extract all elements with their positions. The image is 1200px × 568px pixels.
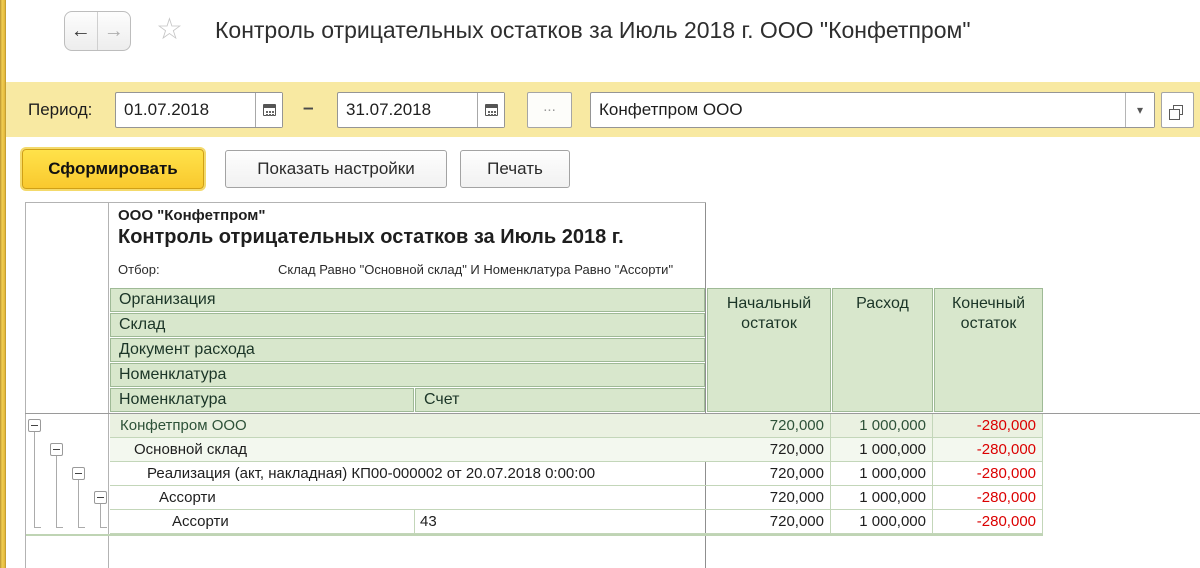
table-row[interactable] (110, 438, 1043, 462)
row-name-cell: Ассорти (159, 489, 216, 506)
row-name-cell: Реализация (акт, накладная) КП00-000002 от 20.07.2018 0:00:00 (147, 465, 596, 482)
organization-input[interactable] (591, 93, 1125, 127)
forward-button[interactable] (98, 12, 131, 50)
table-bottom-line (26, 534, 1043, 536)
period-to-calendar-button[interactable] (477, 93, 504, 127)
period-from-field (115, 92, 283, 128)
tree-line (34, 432, 35, 528)
back-button[interactable] (65, 12, 98, 50)
tree-collapse-level3[interactable] (72, 467, 85, 480)
print-button[interactable]: Печать (460, 150, 570, 188)
chevron-down-icon: ▾ (1136, 103, 1144, 117)
tree-line (78, 480, 79, 528)
period-from-calendar-button[interactable] (255, 93, 282, 127)
window-title: Контроль отрицательных остатков за Июль 2018 г. ООО "Конфетпром" (215, 17, 971, 43)
tree-line (100, 504, 101, 528)
nav-button-group (64, 11, 131, 51)
favorite-star-icon[interactable]: ☆ (156, 13, 183, 46)
column-header-end-balance: Конечный остаток (934, 288, 1043, 412)
row-end-cell: -280,000 (932, 414, 1043, 437)
group-header-organization: Организация (110, 288, 705, 312)
back-arrow-icon: ← (70, 19, 91, 42)
row-nomenclature: Ассорти (172, 513, 229, 530)
row-start-cell: 720,000 (769, 489, 824, 506)
tree-elbow (100, 527, 107, 528)
period-dash: – (303, 98, 314, 119)
group-header-document: Документ расхода (110, 338, 705, 362)
tree-column-border (108, 202, 109, 568)
open-windows-icon (1173, 105, 1183, 115)
report-top-border (25, 202, 706, 203)
row-start-cell: 720,000 (769, 417, 824, 434)
table-row[interactable] (110, 462, 1043, 486)
row-name-cell: Конфетпром ООО (120, 417, 247, 434)
period-from-input[interactable] (116, 93, 255, 127)
filter-label: Отбор: (118, 262, 160, 277)
organization-open-button[interactable] (1161, 92, 1194, 128)
group-header-nomenclature: Номенклатура (110, 363, 705, 387)
calendar-icon (485, 104, 498, 116)
row-expense-cell: 1 000,000 (830, 462, 932, 485)
show-settings-button[interactable]: Показать настройки (225, 150, 447, 188)
tree-collapse-level2[interactable] (50, 443, 63, 456)
row-name-cell (110, 510, 705, 533)
tree-collapse-level4[interactable] (94, 491, 107, 504)
row-account: 43 (420, 513, 437, 530)
organization-dropdown-button[interactable] (1125, 93, 1154, 127)
row-expense-cell: 1 000,000 (830, 510, 932, 533)
forward-arrow-icon: → (103, 19, 124, 42)
period-to-field (337, 92, 505, 128)
period-to-input[interactable] (338, 93, 477, 127)
organization-field (590, 92, 1155, 128)
report-organization: ООО "Конфетпром" (118, 207, 266, 224)
report-title: Контроль отрицательных остатков за Июль 2018 г. (118, 226, 624, 248)
column-header-expense: Расход (832, 288, 933, 412)
row-end-cell: -280,000 (932, 486, 1043, 509)
calendar-icon (263, 104, 276, 116)
table-row[interactable] (110, 486, 1043, 510)
tree-elbow (34, 527, 41, 528)
account-column-divider (414, 510, 415, 534)
tree-elbow (56, 527, 63, 528)
tree-elbow (78, 527, 85, 528)
row-expense-cell: 1 000,000 (830, 414, 932, 437)
row-end-cell: -280,000 (932, 438, 1043, 461)
column-header-account: Счет (415, 388, 705, 412)
row-start-cell: 720,000 (769, 441, 824, 458)
row-start-cell: 720,000 (769, 513, 824, 530)
generate-button[interactable]: Сформировать (22, 149, 204, 189)
row-expense-cell: 1 000,000 (830, 486, 932, 509)
table-row[interactable] (110, 414, 1043, 438)
column-header-start-balance: Начальный остаток (707, 288, 831, 412)
row-expense-cell: 1 000,000 (830, 438, 932, 461)
period-label: Период: (28, 100, 93, 119)
row-end-cell: -280,000 (932, 510, 1043, 533)
filter-value: Склад Равно "Основной склад" И Номенклатура Равно "Ассорти" (278, 262, 674, 277)
tree-collapse-level1[interactable] (28, 419, 41, 432)
table-row[interactable] (110, 510, 1043, 534)
row-name-cell: Основной склад (134, 441, 248, 458)
report-left-border (25, 202, 26, 568)
group-header-warehouse: Склад (110, 313, 705, 337)
row-start-cell: 720,000 (769, 465, 824, 482)
row-end-cell: -280,000 (932, 462, 1043, 485)
period-options-button[interactable]: ... (527, 92, 572, 128)
tree-line (56, 456, 57, 528)
column-header-nomenclature: Номенклатура (110, 388, 414, 412)
